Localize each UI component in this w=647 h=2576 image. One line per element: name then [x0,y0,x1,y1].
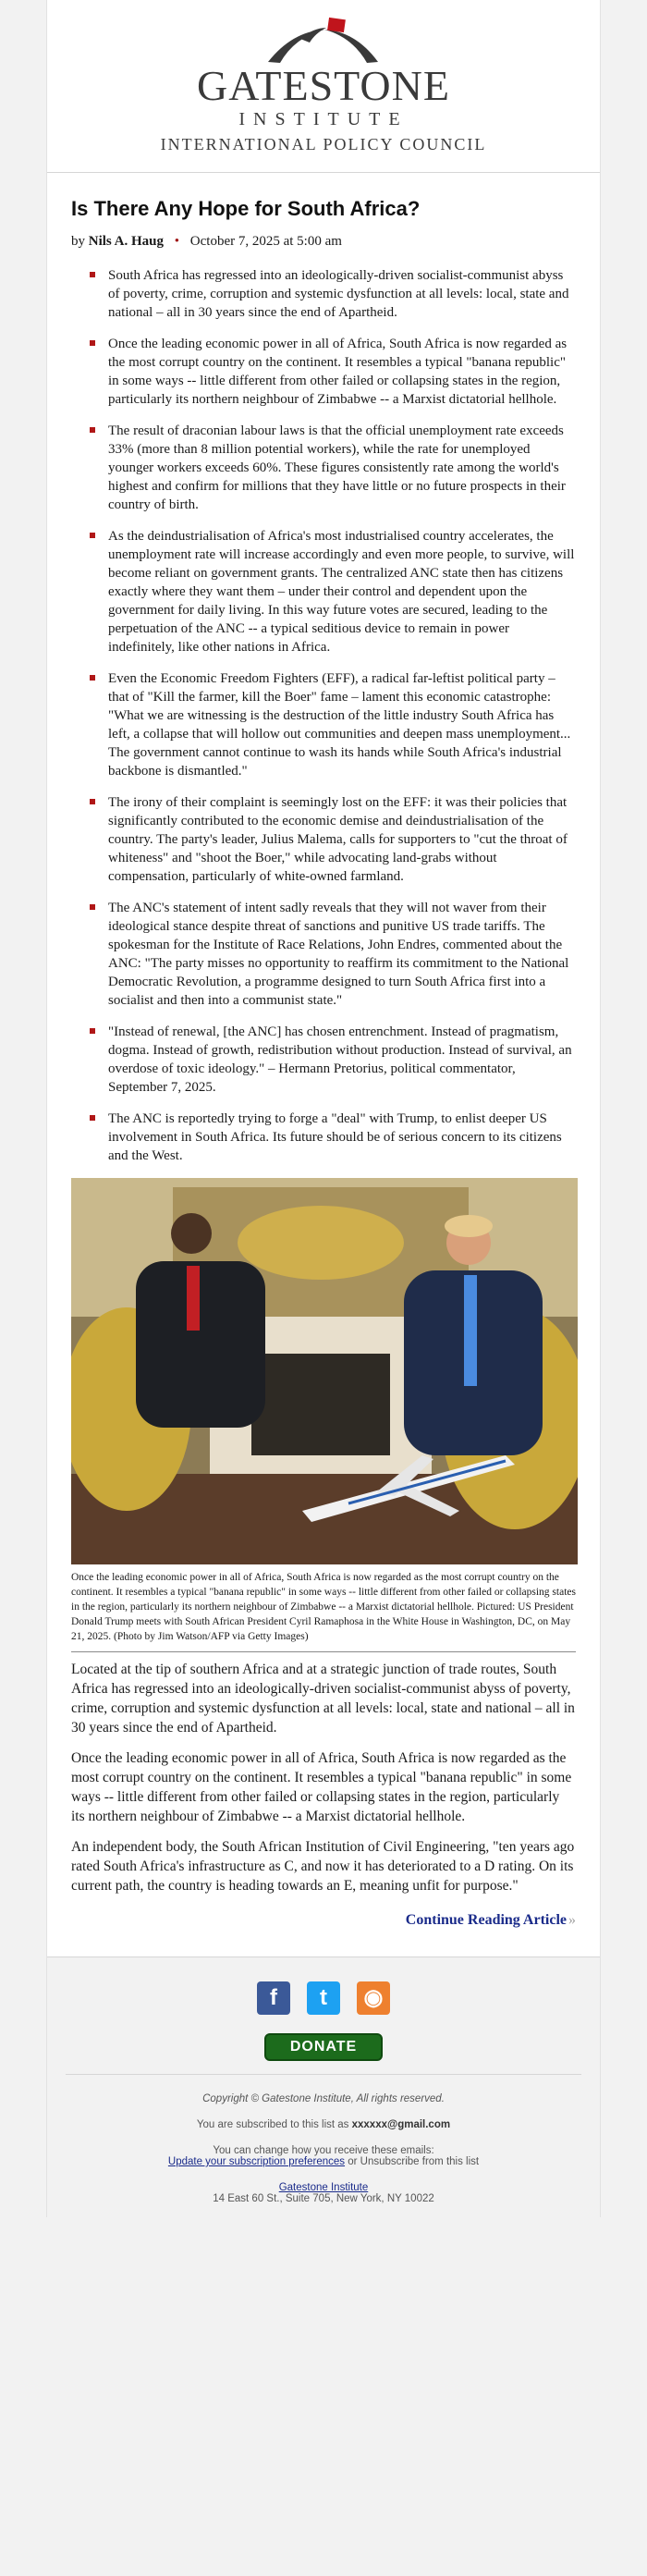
preferences-block [47,2145,600,2167]
summary-item [84,266,576,322]
bullet-icon [90,904,95,910]
donate-button[interactable]: DONATE [264,2033,383,2061]
article-body [71,1660,576,1895]
photo-illustration [71,1178,578,1564]
unsubscribe-text[interactable]: or Unsubscribe from this list [345,2156,480,2167]
bullet-icon [90,272,95,277]
body-paragraph: An independent body, the South African Institution of Civil Engineering, "ten years ago rated South Africa's infrastructure as C, and now it has deteriorated to a D rating. On its current path, the country is heading towards an E, meaning unfit for purpose." [71,1839,575,1894]
byline [71,234,576,250]
twitter-icon[interactable]: t [307,1981,340,2015]
summary-text: The irony of their complaint is seemingly lost on the EFF: it was their policies that significantly contributed to the economic demise and deindustrialisation of the country. The party's leader, Julius Malema, calls for supporters to "cut the throat of whiteness" and "shoot the Boer," while advocating land-grabs without compensation, particularly of white-owned farmland. [108,795,568,884]
summary-item [84,422,576,514]
logo-wordmark: GATESTONE [197,62,450,109]
org-address-block [47,2182,600,2204]
summary-list [71,266,576,1165]
summary-item [84,1110,576,1165]
bullet-icon [90,1028,95,1034]
logo-institute: INSTITUTE [238,109,409,129]
social-links [47,1981,600,2015]
summary-item [84,793,576,886]
author-name[interactable]: Nils A. Haug [88,234,165,249]
byline-prefix: by [71,234,85,249]
body-paragraph: Located at the tip of southern Africa and at a strategic junction of trade routes, South Africa has regressed into an ideologically-driven socialist-communist abyss of poverty, crime, corruption and systemic dysfunction at all levels: local, state and national – all in 30 years since the end of Apartheid. [71,1662,575,1736]
continue-reading-link[interactable]: Continue Reading Article [405,1912,567,1928]
summary-text: The result of draconian labour laws is that the official unemployment rate exceeds 33% (more than 8 million potential workers), while the rate for unemployed younger workers exceeds 60%. These figures consistently rate among the world's highest and confirm for millions that they have little or no future prospects in their country of birth. [108,423,566,512]
change-text: You can change how you receive these emails: [213,2145,434,2156]
summary-item [84,899,576,1010]
org-address: 14 East 60 St., Suite 705, New York, NY 10022 [213,2193,434,2204]
summary-item [84,1023,576,1097]
bullet-icon [90,799,95,804]
chevron-right-icon: » [568,1912,576,1928]
summary-text: The ANC is reportedly trying to forge a "deal" with Trump, to enlist deeper US involvement in South Africa. Its future should be of serious concern to its citizens and the West. [108,1111,562,1163]
bullet-icon [90,340,95,346]
org-name-link[interactable]: Gatestone Institute [278,2182,369,2193]
bullet-icon [90,427,95,433]
article-photo[interactable] [71,1178,578,1564]
summary-text: "Instead of renewal, [the ANC] has chosen entrenchment. Instead of pragmatism, dogma. Instead of growth, redistribution without production. Instead of survival, an overdose of toxic ideology." – Hermann Pretorius, political commentator, September 7, 2025. [108,1024,572,1095]
continue-reading [71,1912,576,1929]
summary-text: The ANC's statement of intent sadly reveals that they will not waver from their ideological stance despite threat of sanctions and punitive US trade tariffs. The spokesman for the Institute of Race Relations, John Endres, commented about the ANC: "The party misses no opportunity to reaffirm its commitment to the National Democratic Revolution, a programme designed to turn South Africa first into a socialist and then into a communist state." [108,901,569,1008]
summary-item [84,527,576,656]
subscription-notice [47,2119,600,2130]
bullet-icon [90,533,95,538]
subscribed-prefix: You are subscribed to this list as [196,2119,352,2130]
byline-separator: • [174,234,180,249]
summary-text: South Africa has regressed into an ideologically-driven socialist-communist abyss of poverty, crime, corruption and systemic dysfunction at all levels: local, state and national – all in 30 years since the end of Apartheid. [108,268,569,320]
copyright: Copyright © Gatestone Institute, All rights reserved. [202,2093,445,2104]
facebook-icon[interactable]: f [257,1981,290,2015]
body-paragraph: Once the leading economic power in all of Africa, South Africa is now regarded as the most corrupt country on the continent. It resembles a typical "banana republic" in some ways -- little different from other failed or collapsing states in the region, particularly its northern neighbour of Zimbabwe -- a Marxist dictatorial hellhole. [71,1750,572,1824]
logo-council: INTERNATIONAL POLICY COUNCIL [160,135,487,153]
logo-arc-icon [47,11,600,67]
update-preferences-link[interactable]: Update your subscription preferences [167,2156,346,2167]
summary-text: Even the Economic Freedom Fighters (EFF), a radical far-leftist political party – that of "Kill the farmer, kill the Boer" fame – lament this economic catastrophe: "What we are witnessing is the destruction of the little industry South Africa has left, a collapse that will hollow out communities and deepen mass unemployment... The government cannot continue to wash its hands while South Africa's industrial backbone is dismantled." [108,671,571,779]
summary-text: Once the leading economic power in all of Africa, South Africa is now regarded as the most corrupt country on the continent. It resembles a typical "banana republic" in some ways -- little different from other failed or collapsing states in the region, particularly its northern neighbour of Zimbabwe -- a Marxist dictatorial hellhole. [108,337,568,407]
bullet-icon [90,1115,95,1121]
photo-caption: Once the leading economic power in all of Africa, South Africa is now regarded as the most corrupt country on the continent. It resembles a typical "banana republic" in some ways -- little different from other failed or collapsing states in the region, particularly its northern neighbour of Zimbabwe -- a Marxist dictatorial hellhole. Pictured: US President Donald Trump meets with South African President Cyril Ramaphosa in the White House in Washington, DC, on May 21, 2025. (Photo by Jim Watson/AFP via Getty Images) [71,1564,576,1652]
bullet-icon [90,675,95,681]
article-title[interactable]: Is There Any Hope for South Africa? [71,197,421,220]
email-page [46,0,601,2217]
masthead [47,0,600,173]
rss-icon[interactable]: ◉ [357,1981,390,2015]
footer-divider [66,2074,581,2075]
summary-text: As the deindustrialisation of Africa's most industrialised country accelerates, the unemployment rate will increase accordingly and even more people, to survive, will become reliant on government grants. The centralized ANC state then has citizens exactly where they want them – under their control and dependent upon the government for daily living. In this way future votes are secured, leading to the perpetuation of the ANC -- a typical seditious device to remain in power indefinitely, like other nations in Africa. [108,529,575,655]
subscribed-email: xxxxxx@gmail.com [351,2119,451,2130]
summary-item [84,335,576,409]
publish-date: October 7, 2025 at 5:00 am [189,234,342,249]
summary-item [84,669,576,780]
footer [47,1957,600,2217]
